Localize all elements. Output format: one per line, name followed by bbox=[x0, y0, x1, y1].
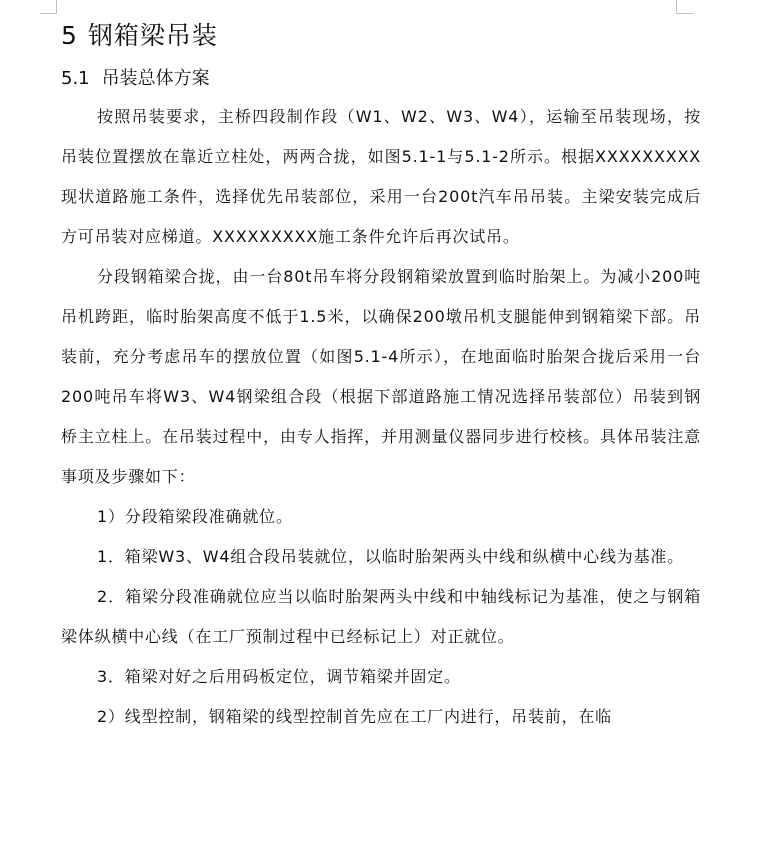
subsection-number: 5.1 bbox=[61, 68, 90, 89]
section-title: 钢箱梁吊装 bbox=[87, 21, 218, 50]
subsection-heading bbox=[61, 66, 701, 92]
subsection-title: 吊装总体方案 bbox=[101, 68, 210, 89]
crop-mark-top-right bbox=[676, 0, 693, 14]
paragraph-step-1-1: 1．箱梁W3、W4组合段吊装就位，以临时胎架两头中线和纵横中心线为基准。 bbox=[97, 547, 684, 566]
paragraph-step-1: 1）分段箱梁段准确就位。 bbox=[97, 507, 293, 526]
paragraph-overview: 按照吊装要求，主桥四段制作段（W1、W2、W3、W4），运输至吊装现场，按吊装位置摆放在靠近立柱处，两两合拢，如图5.1-1与5.1-2所示。根据XXXXXXXXX现状道路施工条件，选择优先吊装部位，采用一台200t汽车吊吊装。主梁安装完成后方可吊装对应梯道。XXXXXXXXX施工条件允许后再次试吊。 bbox=[61, 107, 701, 246]
paragraph-assembly: 分段钢箱梁合拢，由一台80t吊车将分段钢箱梁放置到临时胎架上。为减小200吨吊机跨距，临时胎架高度不低于1.5米，以确保200墩吊机支腿能伸到钢箱梁下部。吊装前，充分考虑吊车的摆放位置（如图5.1-4所示），在地面临时胎架合拢后采用一台200吨吊车将W3、W4钢梁组合段（根据下部道路施工情况选择吊装部位）吊装到钢桥主立柱上。在吊装过程中，由专人指挥，并用测量仪器同步进行校核。具体吊装注意事项及步骤如下： bbox=[61, 267, 701, 486]
section-heading bbox=[61, 16, 701, 56]
crop-mark-top-left bbox=[40, 0, 57, 14]
paragraph-step-1-3: 3．箱梁对好之后用码板定位，调节箱梁并固定。 bbox=[97, 667, 461, 686]
paragraph-step-1-2: 2．箱梁分段准确就位应当以临时胎架两头中线和中轴线标记为基准，使之与钢箱梁体纵横中心线（在工厂预制过程中已经标记上）对正就位。 bbox=[61, 587, 701, 646]
section-number: 5 bbox=[61, 21, 78, 50]
document-body bbox=[61, 16, 701, 737]
paragraph-step-2: 2）线型控制，钢箱梁的线型控制首先应在工厂内进行，吊装前，在临 bbox=[97, 707, 612, 726]
